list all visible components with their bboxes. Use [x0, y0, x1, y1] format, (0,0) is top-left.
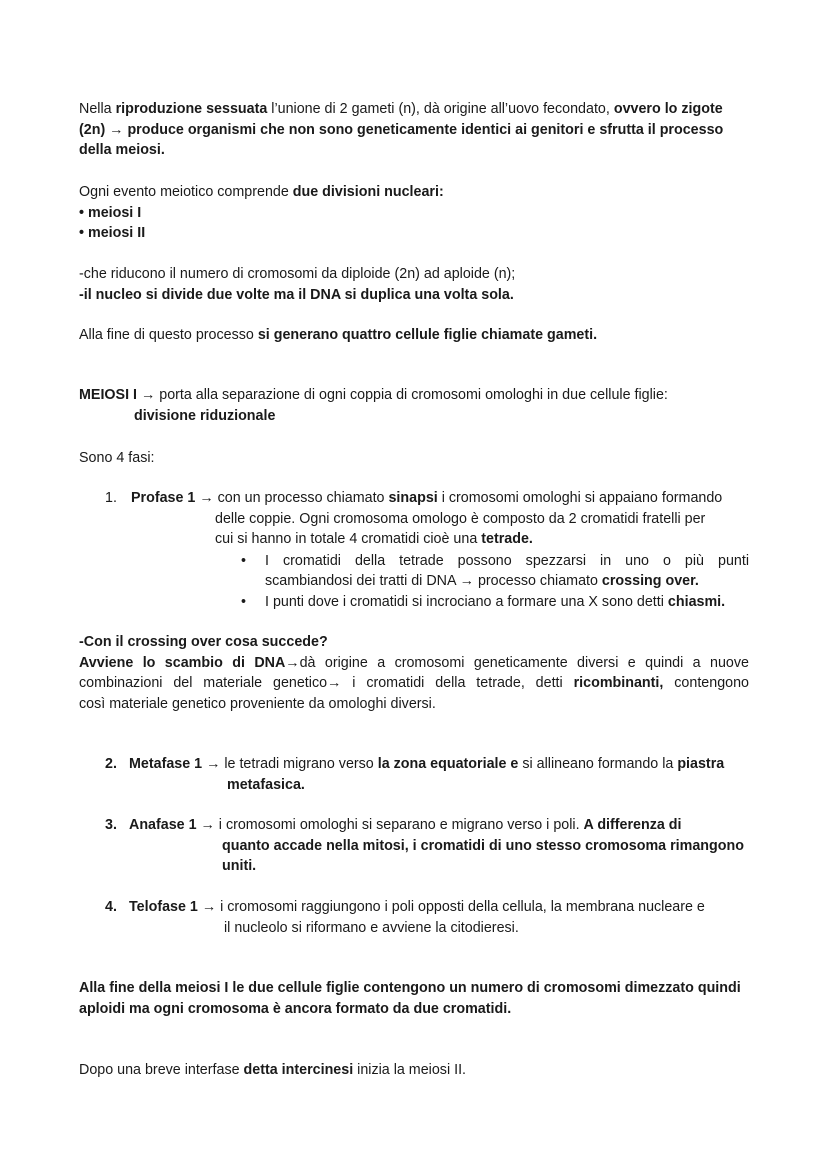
crossing-question: -Con il crossing over cosa succede?: [79, 634, 328, 650]
meiosi-1-line: MEIOSI I → porta alla separazione di ogni coppia di cromosomi omologhi in due cellule figlie:: [79, 387, 668, 403]
crossing-line-3: così materiale genetico proveniente da omologhi diversi.: [79, 695, 436, 712]
division-item-2: • meiosi II: [79, 225, 146, 241]
bullet-dot-icon: •: [241, 593, 247, 610]
phase-telofase: [79, 897, 749, 938]
profase-line-1: 1. Profase 1 → con un processo chiamato sinapsi i cromosomi omologhi si appaiano formando: [79, 488, 749, 509]
anafase-title: Anafase 1 →: [129, 817, 215, 833]
note-2: -il nucleo si divide due volte ma il DNA si duplica una volta sola.: [79, 286, 514, 303]
meiosi-1-subtitle: divisione riduzionale: [134, 407, 276, 424]
meiosi-1-title: MEIOSI I →: [79, 387, 156, 403]
intro-paragraph: [79, 99, 749, 161]
summary-line-1: Alla fine della meiosi I le due cellule figlie contengono un numero di cromosomi dimezzato quindi: [79, 980, 741, 996]
divisions-section: [79, 182, 749, 244]
summary-line-2: aploidi ma ogni cromosoma è ancora formato da due cromatidi.: [79, 1000, 512, 1017]
intro-line-3: della meiosi.: [79, 142, 165, 158]
profase-title: Profase 1 →: [131, 490, 214, 506]
divisions-lead: Ogni evento meiotico comprende due divisioni nucleari:: [79, 184, 444, 200]
bullet-dot-icon: •: [241, 552, 247, 569]
meiosi-1-heading: [79, 385, 749, 426]
anafase-number: 3.: [105, 817, 117, 833]
closing-sentence: Dopo una breve interfase detta intercinesi inizia la meiosi II.: [79, 1062, 467, 1078]
profase-bullet-1: • I cromatidi della tetrade possono spezzarsi in uno o più punti scambiandosi dei tratti di DNA → processo chiamato crossing over.: [241, 552, 749, 589]
crossing-line-2: combinazioni del materiale genetico→ i cromatidi della tetrade, detti ricombinanti, contengono: [79, 675, 749, 691]
crossing-over-section: [79, 632, 749, 714]
intro-line-2: (2n) → produce organismi che non sono geneticamente identici ai genitori e sfrutta il processo: [79, 121, 724, 138]
note-1: -che riducono il numero di cromosomi da diploide (2n) ad aploide (n);: [79, 266, 516, 282]
telofase-number: 4.: [105, 899, 117, 915]
telofase-title: Telofase 1 →: [129, 899, 217, 915]
anafase-line-1: 3. Anafase 1 → i cromosomi omologhi si separano e migrano verso i poli. A differenza di: [79, 815, 749, 836]
metafase-line-1: 2. Metafase 1 → le tetradi migrano verso la zona equatoriale e si allineano formando la piastra: [79, 754, 749, 775]
profase-line-2: delle coppie. Ogni cromosoma omologo è composto da 2 cromatidi fratelli per: [215, 510, 706, 527]
phase-metafase: [79, 754, 749, 795]
telofase-line-1: 4. Telofase 1 → i cromosomi raggiungono i poli opposti della cellula, la membrana nucleare e: [79, 897, 749, 918]
crossing-line-1: Avviene lo scambio di DNA→dà origine a cromosomi geneticamente diversi e quindi a nuove: [79, 654, 749, 671]
anafase-line-3: uniti.: [222, 858, 257, 874]
end-process-sentence: Alla fine di questo processo si generano quattro cellule figlie chiamate gameti.: [79, 327, 598, 343]
profase-line-3: cui si hanno in totale 4 cromatidi cioè una tetrade.: [215, 531, 533, 547]
intro-line-1: Nella riproduzione sessuata l’unione di 2 gameti (n), dà origine all’uovo fecondato, ovvero lo zigote: [79, 101, 723, 117]
metafase-line-2: metafasica.: [227, 776, 305, 793]
summary-paragraph: [79, 978, 749, 1019]
phase-profase: [79, 488, 749, 612]
profase-number: 1.: [105, 490, 117, 506]
telofase-line-2: il nucleolo si riformano e avviene la citodieresi.: [224, 919, 519, 936]
metafase-title: Metafase 1 →: [129, 756, 221, 772]
division-item-1: • meiosi I: [79, 204, 142, 221]
phase-anafase: [79, 815, 749, 877]
anafase-line-2: quanto accade nella mitosi, i cromatidi di uno stesso cromosoma rimangono: [222, 837, 744, 854]
metafase-number: 2.: [105, 756, 117, 772]
profase-bullet-2: • I punti dove i cromatidi si incrociano a formare una X sono detti chiasmi.: [79, 592, 749, 613]
phases-intro: Sono 4 fasi:: [79, 450, 155, 466]
notes-section: [79, 264, 749, 305]
